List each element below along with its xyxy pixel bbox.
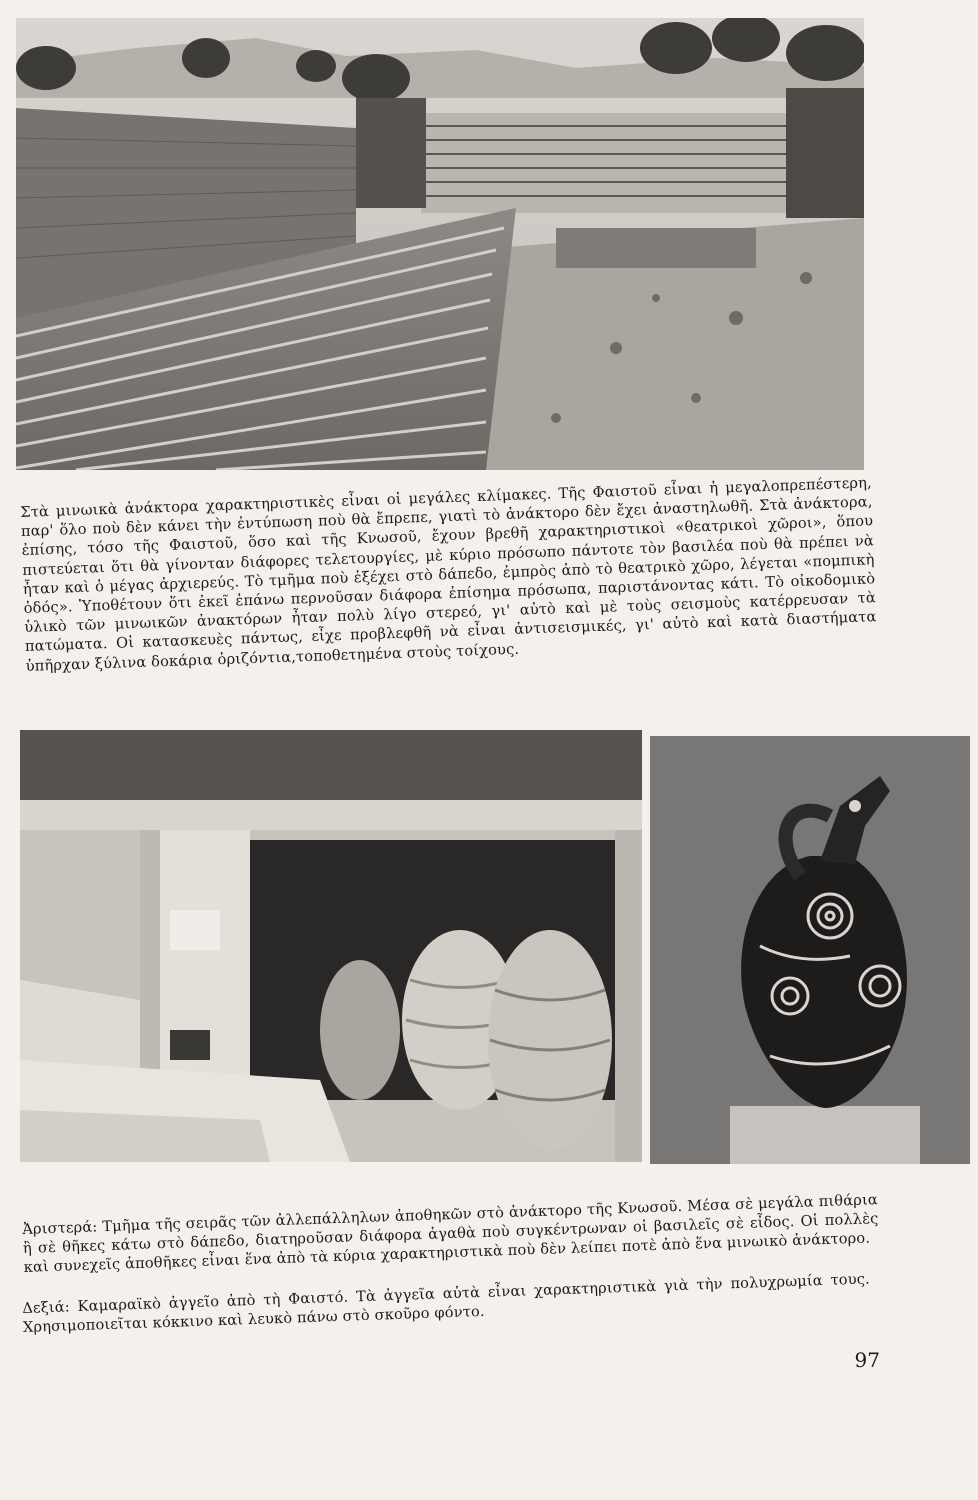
caption-left: Ἀριστερά: Τμῆμα τῆς σειρᾶς τῶν ἀλλεπάλληλων ἀποθηκῶν στὸ ἀνάκτορο τῆς Κνωσοῦ. Μέσα σὲ μεγάλα πιθάρια ἢ σὲ θῆκες κάτω στὸ δάπεδο, διατηροῦσαν διάφορα ἀγαθὰ ποὺ συγκέντρωναν οἱ βασιλεῖς σὲ εἶδος. Οἱ πολλὲς καὶ συνεχεῖς ἀποθῆκες εἶναι ἕνα ἀπὸ τὰ κύρια χαρακτηριστικὰ ποὺ δὲν λείπει ποτὲ ἀπὸ ἕνα μινωικὸ ἀνάκτορο. bbox=[22, 1190, 879, 1276]
kamares-jug-photo bbox=[650, 736, 970, 1164]
kamares-jug-photo-drawing bbox=[650, 736, 970, 1164]
storerooms-photo-drawing bbox=[20, 730, 642, 1162]
main-paragraph: Στὰ μινωικὰ ἀνάκτορα χαρακτηριστικὲς εἶναι οἱ μεγάλες κλίμακες. Τῆς Φαιστοῦ εἶναι ἡ μεγαλοπρεπέστερη, παρ' ὅλο ποὺ δὲν κάνει τὴν ἐντύπωση ποὺ θὰ ἔπρεπε, γιατὶ τὸ ἀνάκτορο δὲν ἔχει ἀναστηλωθῆ. Στὰ ἀνάκτορα, ἐπίσης, τόσο τῆς Φαιστοῦ, ὅσο καὶ τῆς Κνωσοῦ, ἔχουν βρεθῆ χαρακτηριστικοὶ «θεατρικοὶ χῶροι», ὅπου πιστεύεται ὅτι θὰ γίνονταν διάφορες τελετουργίες, μὲ κύριο πρόσωπο πάντοτε τὸν βασιλέα ποὺ θὰ πρέπει νὰ ἦταν καὶ ὁ μέγας ἀρχιερεύς. Τὸ τμῆμα ποὺ ἐξέχει στὸ δάπεδο, ἐμπρὸς ἀπὸ τὸ θεατρικὸ χῶρο, λέγεται «πομπικὴ ὁδός». Ὑποθέτουν ὅτι ἐκεῖ ἐπάνω περνοῦσαν διάφορα ἐπίσημα πρόσωπα, παριστάνοντας κάτι. Τὸ οἰκοδομικὸ ὑλικὸ τῶν μινωικῶν ἀνακτόρων ἦταν πολὺ λίγο στερεό, γι' αὐτὸ καὶ μὲ τοὺς σεισμοὺς κατέρρευσαν τὰ πατώματα. Οἱ κατασκευὲς πάντως, εἶχε προβλεφθῆ νὰ εἶναι ἀντισεισμικές, γι' αὐτὸ καὶ κατὰ διαστήματα ὑπῆρχαν ξύλινα δοκάρια ὁριζόντια,τοποθετημένα στοὺς τοίχους. bbox=[20, 473, 877, 675]
caption-right: Δεξιά: Καμαραϊκὸ ἀγγεῖο ἀπὸ τὴ Φαιστό. Τὰ ἀγγεῖα αὐτὰ εἶναι χαρακτηριστικὰ γιὰ τὴν πολυχρωμία τους. Χρησιμοποιεῖται κόκκινο καὶ λευκὸ πάνω στὸ σκοῦρο φόντο. bbox=[22, 1269, 871, 1336]
storerooms-photo bbox=[20, 730, 642, 1162]
page-number: 97 bbox=[854, 1348, 880, 1372]
staircase-photo-drawing bbox=[16, 18, 864, 470]
staircase-photo bbox=[16, 18, 864, 470]
